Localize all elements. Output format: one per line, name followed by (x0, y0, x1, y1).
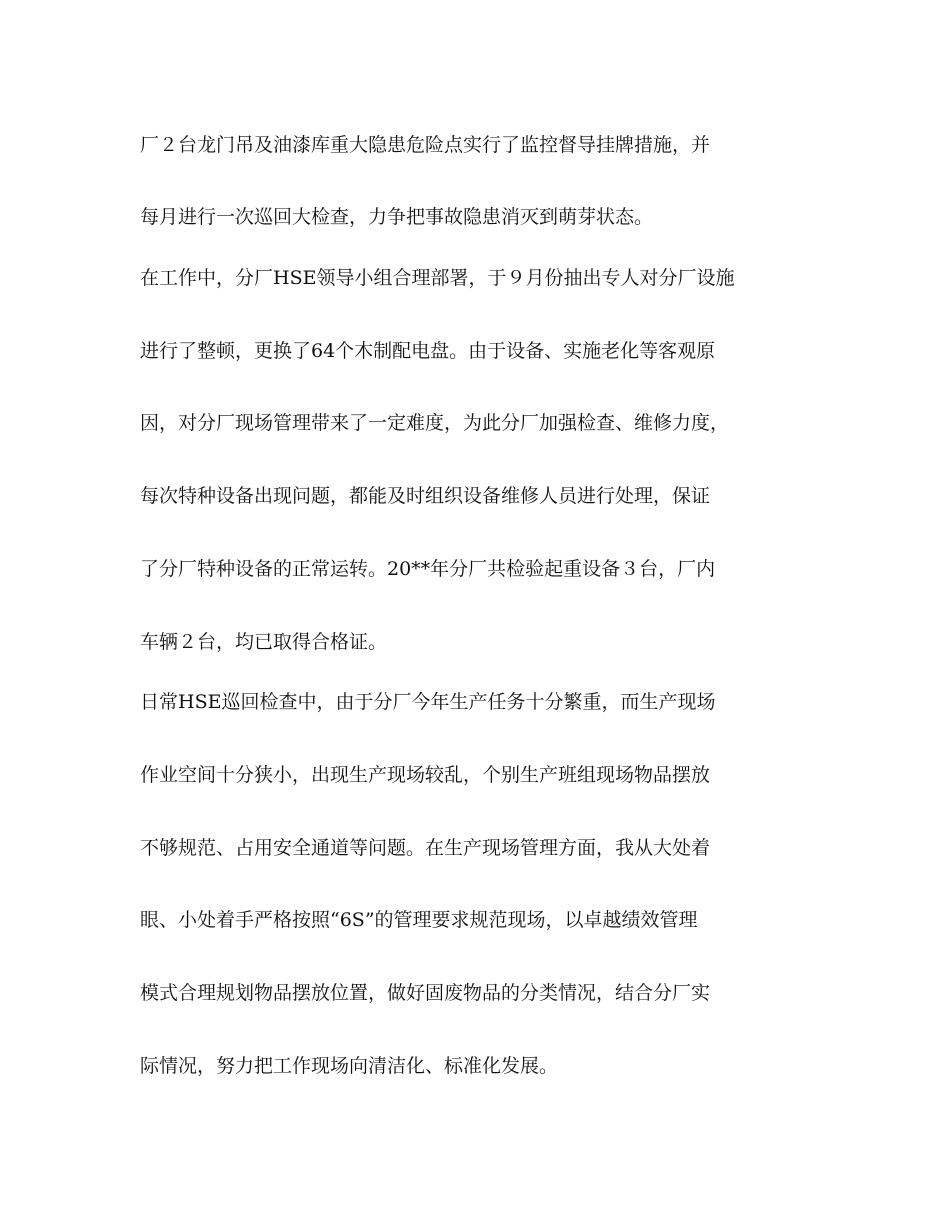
paragraph-1-line-1: 厂２台龙门吊及油漆库重大隐患危险点实行了监控督导挂牌措施，并 (140, 134, 711, 156)
paragraph-3-line-5: 模式合理规划物品摆放位置，做好固废物品的分类情况，结合分厂实 (140, 982, 711, 1004)
paragraph-3-line-2: 作业空间十分狭小，出现生产现场较乱，个别生产班组现场物品摆放 (140, 764, 711, 786)
paragraph-2-line-2: 进行了整顿，更换了64个木制配电盘。由于设备、实施老化等客观原 (140, 340, 716, 362)
paragraph-2-line-4: 每次特种设备出现问题，都能及时组织设备维修人员进行处理，保证 (140, 485, 711, 507)
paragraph-2-line-1: 在工作中，分厂HSE领导小组合理部署，于９月份抽出专人对分厂设施 (140, 267, 735, 289)
paragraph-2-line-6: 车辆２台，均已取得合格证。 (140, 631, 388, 653)
paragraph-3-line-3: 不够规范、占用安全通道等问题。在生产现场管理方面，我从大处着 (140, 837, 711, 859)
paragraph-1-line-2: 每月进行一次巡回大检查，力争把事故隐患消灭到萌芽状态。 (140, 206, 654, 228)
paragraph-2-line-5: 了分厂特种设备的正常运转。20**年分厂共检验起重设备３台，厂内 (140, 558, 716, 580)
paragraph-3-line-1: 日常HSE巡回检查中，由于分厂今年生产任务十分繁重，而生产现场 (140, 691, 716, 713)
paragraph-3-line-4: 眼、小处着手严格按照“6S”的管理要求规范现场，以卓越绩效管理 (140, 909, 698, 931)
paragraph-2-line-3: 因，对分厂现场管理带来了一定难度，为此分厂加强检查、维修力度， (140, 412, 730, 434)
paragraph-3-line-6: 际情况，努力把工作现场向清洁化、标准化发展。 (140, 1055, 559, 1077)
